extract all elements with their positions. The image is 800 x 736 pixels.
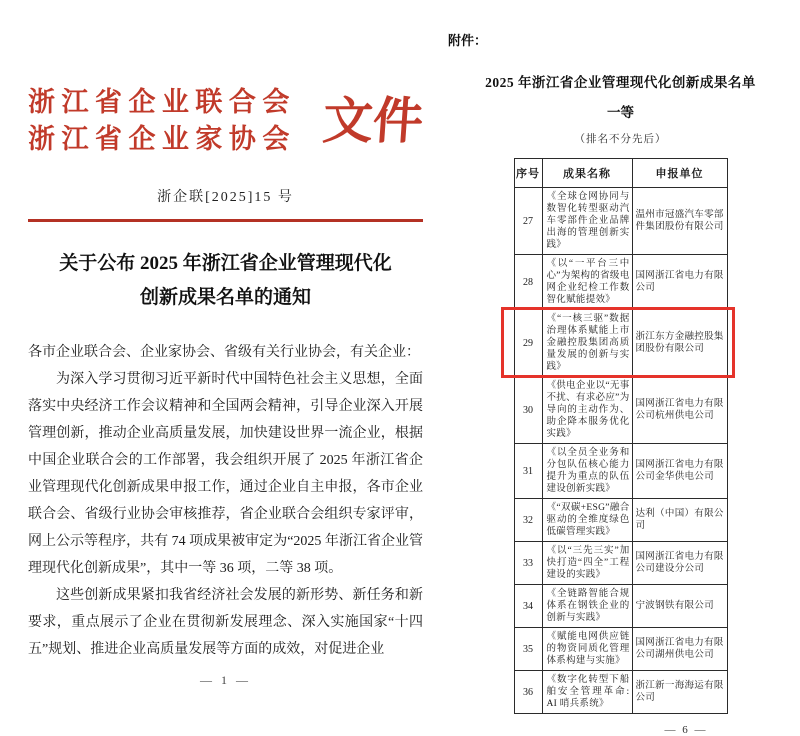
cell-name: 《以全员全业务和分包队伍核心能力提升为重点的队伍建设创新实践》 xyxy=(542,444,632,499)
cell-name: 《以“一平台三中心”为架构的省级电网企业纪检工作数智化赋能提效》 xyxy=(542,255,632,310)
notice-title-line-2: 创新成果名单的通知 xyxy=(139,287,311,308)
notice-body xyxy=(28,339,423,663)
cell-serial: 29 xyxy=(514,310,542,377)
cell-name: 《全球仓网协同与数智化转型驱动汽车零部件企业品牌出海的管理创新实践》 xyxy=(542,188,632,255)
cell-serial: 27 xyxy=(514,188,542,255)
attachment-label: 附件： xyxy=(448,33,488,48)
cell-org: 国网浙江省电力有限公司杭州供电公司 xyxy=(632,377,727,444)
cell-name: 《数字化转型下船舶安全管理革命: AI 哨兵系统》 xyxy=(542,671,632,714)
attachment-page xyxy=(448,30,793,736)
cell-serial: 33 xyxy=(514,542,542,585)
org-name-line-1: 浙江省企业联合会 xyxy=(28,87,296,117)
red-divider xyxy=(28,219,423,222)
page-number-left: — 1 — xyxy=(200,673,251,687)
table-row-highlighted xyxy=(514,310,727,377)
cell-name: 《赋能电网供应链的物资同质化管理体系构建与实施》 xyxy=(542,628,632,671)
column-header-org: 申报单位 xyxy=(632,159,727,188)
results-table xyxy=(514,158,728,714)
body-paragraph: 这些创新成果紧扣我省经济社会发展的新形势、新任务和新要求，重点展示了企业在贯彻新发展理念、深入实施国家“十四五”规划、推进企业高质量发展等方面的成效，对促进企业 xyxy=(28,588,423,657)
cell-name: 《“双碳+ESG”融合驱动的全维度绿色低碳管理实践》 xyxy=(542,499,632,542)
table-row xyxy=(514,188,727,255)
cell-name: 《供电企业以“无事不扰、有求必应”为导向的主动作为、助企降本服务优化实践》 xyxy=(542,377,632,444)
cell-org: 达利（中国）有限公司 xyxy=(632,499,727,542)
cell-org: 宁波钢铁有限公司 xyxy=(632,585,727,628)
notice-page xyxy=(28,84,423,714)
column-header-name: 成果名称 xyxy=(542,159,632,188)
cell-org: 温州市冠盛汽车零部件集团股份有限公司 xyxy=(632,188,727,255)
cell-org: 国网浙江省电力有限公司湖州供电公司 xyxy=(632,628,727,671)
table-row xyxy=(514,671,727,714)
sort-note: （排名不分先后） xyxy=(574,134,667,145)
cell-serial: 34 xyxy=(514,585,542,628)
page-number-right: — 6 — xyxy=(664,724,708,736)
table-row xyxy=(514,444,727,499)
org-name-line-2: 浙江省企业家协会 xyxy=(28,124,296,154)
cell-org: 浙江新一海海运有限公司 xyxy=(632,671,727,714)
table-row xyxy=(514,255,727,310)
notice-title-line-1: 关于公布 2025 年浙江省企业管理现代化 xyxy=(59,253,392,274)
cell-serial: 36 xyxy=(514,671,542,714)
body-paragraph: 为深入学习贯彻习近平新时代中国特色社会主义思想，全面落实中央经济工作会议精神和全国两会精神，引导企业深入开展管理创新，推动企业高质量发展，加快建设世界一流企业，根据中国企业联合会的工作部署，我会组织开展了 2025 年浙江省企业管理现代化创新成果申报工作，通过企业自主申报，各市企业联合会、省级行业协会审核推荐，省企业联合会组织专家评审，网上公示等程序，共有 74 项成果被审定为“2025 年浙江省企业管理现代化创新成果”，其中一等 36 项，二等 38 项。 xyxy=(28,372,423,576)
cell-org: 国网浙江省电力有限公司建设分公司 xyxy=(632,542,727,585)
letterhead xyxy=(28,84,423,158)
cell-org: 国网浙江省电力有限公司 xyxy=(632,255,727,310)
table-header-row xyxy=(514,159,727,188)
cell-serial: 32 xyxy=(514,499,542,542)
cell-serial: 30 xyxy=(514,377,542,444)
document-number: 浙企联[2025]15 号 xyxy=(157,190,294,205)
salutation: 各市企业联合会、企业家协会、省级有关行业协会，有关企业： xyxy=(28,345,420,360)
org-names xyxy=(28,84,323,158)
cell-org: 浙江东方金融控股集团股份有限公司 xyxy=(632,310,727,377)
table-row xyxy=(514,585,727,628)
table-row xyxy=(514,542,727,585)
column-header-no: 序号 xyxy=(514,159,542,188)
cell-serial: 28 xyxy=(514,255,542,310)
list-title: 2025 年浙江省企业管理现代化创新成果名单 xyxy=(485,75,756,90)
cell-serial: 31 xyxy=(514,444,542,499)
cell-name: 《“一核三驱”数据治理体系赋能上市金融控股集团高质量发展的创新与实践》 xyxy=(542,310,632,377)
grade-label: 一等 xyxy=(607,105,634,120)
table-row xyxy=(514,377,727,444)
cell-name: 《全链路智能合规体系在钢铁企业的创新与实践》 xyxy=(542,585,632,628)
cell-name: 《以“三先三实”加快打造“四全”工程建设的实践》 xyxy=(542,542,632,585)
table-row xyxy=(514,499,727,542)
table-row xyxy=(514,628,727,671)
notice-title xyxy=(28,247,423,315)
document-label: 文件 xyxy=(321,93,425,149)
cell-org: 国网浙江省电力有限公司金华供电公司 xyxy=(632,444,727,499)
cell-serial: 35 xyxy=(514,628,542,671)
